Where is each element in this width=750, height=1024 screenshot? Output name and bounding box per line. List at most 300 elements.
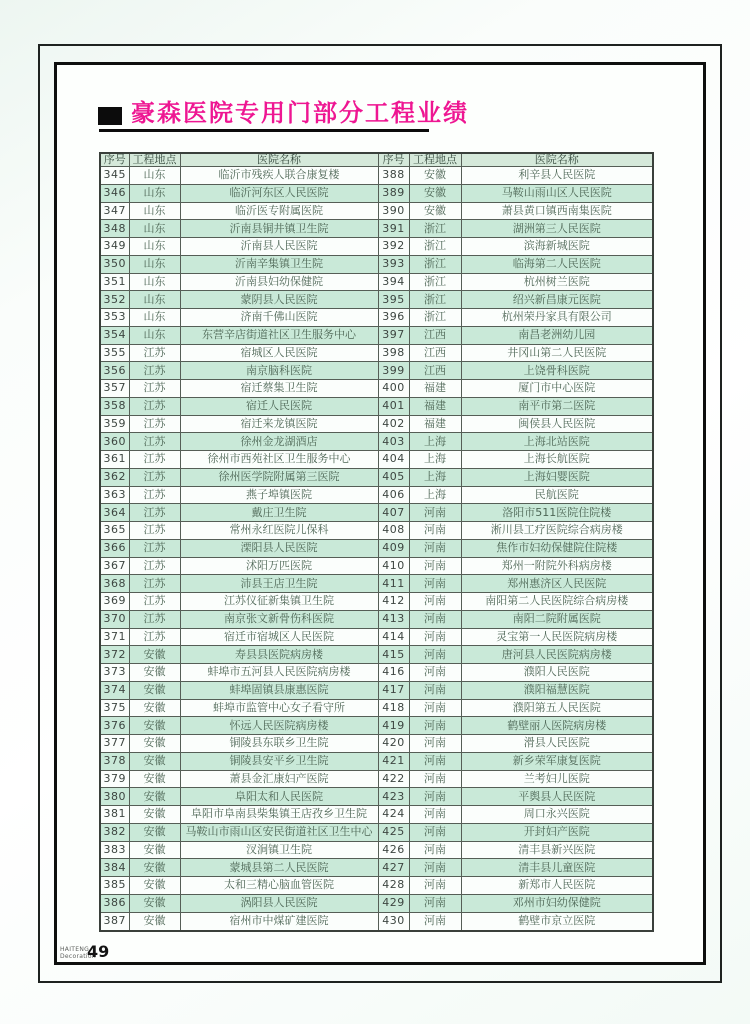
table-row	[100, 681, 653, 699]
serial-cell: 400	[378, 380, 409, 398]
serial-cell: 384	[100, 859, 129, 877]
hospital-cell: 清丰县新兴医院	[461, 841, 653, 859]
serial-cell: 380	[100, 788, 129, 806]
table-row	[100, 344, 653, 362]
table-row	[100, 451, 653, 469]
serial-cell: 354	[100, 326, 129, 344]
hospital-cell: 燕子埠镇医院	[180, 486, 378, 504]
serial-cell: 405	[378, 468, 409, 486]
hospital-cell: 开封妇产医院	[461, 823, 653, 841]
page-title: 豪森医院专用门部分工程业绩	[131, 99, 469, 127]
hospital-cell: 南京脑科医院	[180, 362, 378, 380]
hospital-cell: 沂南县妇幼保健院	[180, 273, 378, 291]
hospital-cell: 蒙阴县人民医院	[180, 291, 378, 309]
serial-cell: 428	[378, 877, 409, 895]
hospital-cell: 上海妇婴医院	[461, 468, 653, 486]
project-performance-table	[99, 152, 654, 932]
location-cell: 安徽	[409, 167, 461, 185]
serial-cell: 406	[378, 486, 409, 504]
hospital-cell: 滨海新城医院	[461, 238, 653, 256]
location-cell: 安徽	[129, 788, 180, 806]
serial-cell: 429	[378, 894, 409, 912]
serial-cell: 407	[378, 504, 409, 522]
hospital-cell: 临海第二人民医院	[461, 255, 653, 273]
location-cell: 安徽	[409, 202, 461, 220]
table-row	[100, 273, 653, 291]
location-cell: 江苏	[129, 451, 180, 469]
hospital-cell: 濮阳人民医院	[461, 664, 653, 682]
hospital-cell: 萧县金汇康妇产医院	[180, 770, 378, 788]
table-row	[100, 646, 653, 664]
serial-cell: 345	[100, 167, 129, 185]
hospital-cell: 新乡荣军康复医院	[461, 752, 653, 770]
hospital-cell: 新郑市人民医院	[461, 877, 653, 895]
location-cell: 山东	[129, 309, 180, 327]
serial-cell: 392	[378, 238, 409, 256]
location-cell: 江苏	[129, 557, 180, 575]
serial-cell: 408	[378, 522, 409, 540]
location-cell: 河南	[409, 717, 461, 735]
location-cell: 山东	[129, 255, 180, 273]
table-row	[100, 184, 653, 202]
location-cell: 安徽	[129, 770, 180, 788]
table-row	[100, 628, 653, 646]
location-cell: 江西	[409, 344, 461, 362]
table-row	[100, 752, 653, 770]
location-cell: 浙江	[409, 238, 461, 256]
table-row	[100, 255, 653, 273]
hospital-cell: 临沂医专附属医院	[180, 202, 378, 220]
serial-cell: 371	[100, 628, 129, 646]
table-row	[100, 522, 653, 540]
serial-cell: 350	[100, 255, 129, 273]
serial-cell: 422	[378, 770, 409, 788]
location-cell: 河南	[409, 504, 461, 522]
location-cell: 山东	[129, 326, 180, 344]
serial-cell: 363	[100, 486, 129, 504]
location-cell: 山东	[129, 238, 180, 256]
hospital-cell: 滑县人民医院	[461, 735, 653, 753]
table-row	[100, 877, 653, 895]
location-cell: 江西	[409, 326, 461, 344]
location-cell: 安徽	[129, 681, 180, 699]
hospital-cell: 厦门市中心医院	[461, 380, 653, 398]
serial-cell: 370	[100, 610, 129, 628]
serial-cell: 375	[100, 699, 129, 717]
location-cell: 河南	[409, 575, 461, 593]
serial-cell: 356	[100, 362, 129, 380]
serial-cell: 372	[100, 646, 129, 664]
hospital-cell: 宿迁来龙镇医院	[180, 415, 378, 433]
table-row	[100, 309, 653, 327]
serial-cell: 377	[100, 735, 129, 753]
serial-cell: 414	[378, 628, 409, 646]
location-cell: 江苏	[129, 415, 180, 433]
hospital-cell: 南平市第二医院	[461, 397, 653, 415]
table-row	[100, 167, 653, 185]
table-row	[100, 504, 653, 522]
location-cell: 河南	[409, 681, 461, 699]
location-cell: 浙江	[409, 309, 461, 327]
table-row	[100, 202, 653, 220]
location-cell: 浙江	[409, 291, 461, 309]
table-row	[100, 380, 653, 398]
location-cell: 安徽	[129, 717, 180, 735]
serial-cell: 364	[100, 504, 129, 522]
hospital-cell: 灵宝第一人民医院病房楼	[461, 628, 653, 646]
table-row	[100, 397, 653, 415]
serial-cell: 410	[378, 557, 409, 575]
hospital-cell: 杭州树兰医院	[461, 273, 653, 291]
hospital-cell: 蒙城县第二人民医院	[180, 859, 378, 877]
table-row	[100, 735, 653, 753]
location-cell: 福建	[409, 397, 461, 415]
location-cell: 山东	[129, 220, 180, 238]
hospital-cell: 鹤壁市京立医院	[461, 912, 653, 931]
serial-cell: 381	[100, 806, 129, 824]
hospital-cell: 南阳第二人民医院综合病房楼	[461, 593, 653, 611]
title-bullet-square	[98, 107, 122, 125]
hospital-cell: 井冈山第二人民医院	[461, 344, 653, 362]
hospital-cell: 蚌埠市五河县人民医院病房楼	[180, 664, 378, 682]
serial-cell: 425	[378, 823, 409, 841]
hospital-cell: 上饶骨科医院	[461, 362, 653, 380]
title-underline	[99, 129, 429, 132]
location-cell: 河南	[409, 788, 461, 806]
hospital-cell: 沂南县铜井镇卫生院	[180, 220, 378, 238]
serial-cell: 413	[378, 610, 409, 628]
table-row	[100, 859, 653, 877]
serial-cell: 379	[100, 770, 129, 788]
location-cell: 河南	[409, 610, 461, 628]
hospital-cell: 洛阳市511医院住院楼	[461, 504, 653, 522]
location-cell: 河南	[409, 522, 461, 540]
serial-cell: 399	[378, 362, 409, 380]
hospital-cell: 蚌埠固镇县康惠医院	[180, 681, 378, 699]
table-row	[100, 610, 653, 628]
location-cell: 安徽	[129, 735, 180, 753]
location-cell: 江苏	[129, 397, 180, 415]
serial-cell: 355	[100, 344, 129, 362]
hospital-cell: 南京张文新骨伤科医院	[180, 610, 378, 628]
table-body	[100, 167, 653, 932]
table-row	[100, 788, 653, 806]
table-row	[100, 841, 653, 859]
hospital-cell: 兰考妇儿医院	[461, 770, 653, 788]
hospital-cell: 鹤壁丽人医院病房楼	[461, 717, 653, 735]
serial-cell: 352	[100, 291, 129, 309]
location-cell: 河南	[409, 752, 461, 770]
location-cell: 山东	[129, 184, 180, 202]
hospital-cell: 徐州医学院附属第三医院	[180, 468, 378, 486]
location-cell: 江西	[409, 362, 461, 380]
location-cell: 河南	[409, 823, 461, 841]
hospital-cell: 杭州荣丹家具有限公司	[461, 309, 653, 327]
location-cell: 河南	[409, 699, 461, 717]
hospital-cell: 溧阳县人民医院	[180, 539, 378, 557]
serial-cell: 347	[100, 202, 129, 220]
location-cell: 安徽	[129, 894, 180, 912]
hospital-cell: 淅川县工疗医院综合病房楼	[461, 522, 653, 540]
location-cell: 河南	[409, 859, 461, 877]
location-cell: 江苏	[129, 575, 180, 593]
page-number: 49	[87, 942, 110, 961]
header-location-left: 工程地点	[129, 153, 180, 167]
location-cell: 福建	[409, 415, 461, 433]
hospital-cell: 沭阳万匹医院	[180, 557, 378, 575]
hospital-cell: 邓州市妇幼保健院	[461, 894, 653, 912]
serial-cell: 357	[100, 380, 129, 398]
location-cell: 福建	[409, 380, 461, 398]
table-row	[100, 326, 653, 344]
serial-cell: 404	[378, 451, 409, 469]
serial-cell: 418	[378, 699, 409, 717]
serial-cell: 346	[100, 184, 129, 202]
hospital-cell: 上海北站医院	[461, 433, 653, 451]
serial-cell: 426	[378, 841, 409, 859]
hospital-cell: 临沂市残疾人联合康复楼	[180, 167, 378, 185]
hospital-cell: 临沂河东区人民医院	[180, 184, 378, 202]
serial-cell: 368	[100, 575, 129, 593]
table-row	[100, 486, 653, 504]
serial-cell: 382	[100, 823, 129, 841]
location-cell: 河南	[409, 877, 461, 895]
hospital-cell: 闽侯县人民医院	[461, 415, 653, 433]
hospital-cell: 寿县县医院病房楼	[180, 646, 378, 664]
location-cell: 安徽	[129, 664, 180, 682]
header-hospital-right: 医院名称	[461, 153, 653, 167]
hospital-cell: 戴庄卫生院	[180, 504, 378, 522]
serial-cell: 423	[378, 788, 409, 806]
table-row	[100, 823, 653, 841]
location-cell: 上海	[409, 468, 461, 486]
serial-cell: 360	[100, 433, 129, 451]
location-cell: 河南	[409, 806, 461, 824]
header-row	[100, 153, 653, 167]
serial-cell: 373	[100, 664, 129, 682]
serial-cell: 397	[378, 326, 409, 344]
location-cell: 安徽	[409, 184, 461, 202]
serial-cell: 427	[378, 859, 409, 877]
hospital-cell: 宿迁蔡集卫生院	[180, 380, 378, 398]
table-row	[100, 717, 653, 735]
table-row	[100, 894, 653, 912]
table-row	[100, 593, 653, 611]
hospital-cell: 宿迁人民医院	[180, 397, 378, 415]
table-row	[100, 468, 653, 486]
header-serial-right: 序号	[378, 153, 409, 167]
location-cell: 河南	[409, 664, 461, 682]
serial-cell: 421	[378, 752, 409, 770]
hospital-cell: 铜陵县安平乡卫生院	[180, 752, 378, 770]
serial-cell: 376	[100, 717, 129, 735]
table-row	[100, 770, 653, 788]
hospital-cell: 唐河县人民医院病房楼	[461, 646, 653, 664]
serial-cell: 391	[378, 220, 409, 238]
table-row	[100, 291, 653, 309]
hospital-cell: 沂南辛集镇卫生院	[180, 255, 378, 273]
location-cell: 山东	[129, 202, 180, 220]
serial-cell: 374	[100, 681, 129, 699]
serial-cell: 385	[100, 877, 129, 895]
hospital-cell: 南阳二院附属医院	[461, 610, 653, 628]
location-cell: 浙江	[409, 255, 461, 273]
serial-cell: 361	[100, 451, 129, 469]
location-cell: 山东	[129, 167, 180, 185]
location-cell: 山东	[129, 273, 180, 291]
hospital-cell: 常州永红医院儿保科	[180, 522, 378, 540]
hospital-cell: 阜阳太和人民医院	[180, 788, 378, 806]
serial-cell: 394	[378, 273, 409, 291]
hospital-cell: 汊涧镇卫生院	[180, 841, 378, 859]
table-row	[100, 415, 653, 433]
location-cell: 安徽	[129, 912, 180, 931]
table-row	[100, 362, 653, 380]
hospital-cell: 民航医院	[461, 486, 653, 504]
location-cell: 河南	[409, 770, 461, 788]
hospital-cell: 利辛县人民医院	[461, 167, 653, 185]
location-cell: 河南	[409, 539, 461, 557]
serial-cell: 353	[100, 309, 129, 327]
hospital-cell: 郑州一附院外科病房楼	[461, 557, 653, 575]
hospital-cell: 南昌老洲幼儿园	[461, 326, 653, 344]
serial-cell: 396	[378, 309, 409, 327]
serial-cell: 349	[100, 238, 129, 256]
location-cell: 江苏	[129, 468, 180, 486]
logo-line1: HAITENG	[60, 946, 90, 953]
table-header	[100, 153, 653, 167]
serial-cell: 348	[100, 220, 129, 238]
hospital-cell: 马鞍山雨山区人民医院	[461, 184, 653, 202]
serial-cell: 417	[378, 681, 409, 699]
hospital-cell: 济南千佛山医院	[180, 309, 378, 327]
location-cell: 江苏	[129, 628, 180, 646]
serial-cell: 393	[378, 255, 409, 273]
hospital-cell: 徐州市西苑社区卫生服务中心	[180, 451, 378, 469]
serial-cell: 401	[378, 397, 409, 415]
location-cell: 上海	[409, 486, 461, 504]
serial-cell: 386	[100, 894, 129, 912]
location-cell: 安徽	[129, 699, 180, 717]
hospital-cell: 平舆县人民医院	[461, 788, 653, 806]
location-cell: 上海	[409, 451, 461, 469]
table-row	[100, 557, 653, 575]
location-cell: 河南	[409, 735, 461, 753]
location-cell: 安徽	[129, 859, 180, 877]
serial-cell: 395	[378, 291, 409, 309]
location-cell: 江苏	[129, 486, 180, 504]
header-serial-left: 序号	[100, 153, 129, 167]
location-cell: 安徽	[129, 841, 180, 859]
hospital-cell: 怀远人民医院病房楼	[180, 717, 378, 735]
table-row	[100, 575, 653, 593]
serial-cell: 389	[378, 184, 409, 202]
hospital-cell: 濮阳福慧医院	[461, 681, 653, 699]
serial-cell: 402	[378, 415, 409, 433]
hospital-cell: 宿城区人民医院	[180, 344, 378, 362]
table-row	[100, 238, 653, 256]
hospital-cell: 蚌埠市监管中心女子看守所	[180, 699, 378, 717]
table-row	[100, 220, 653, 238]
serial-cell: 383	[100, 841, 129, 859]
location-cell: 安徽	[129, 806, 180, 824]
hospital-cell: 绍兴新昌康元医院	[461, 291, 653, 309]
hospital-cell: 沂南县人民医院	[180, 238, 378, 256]
hospital-cell: 周口永兴医院	[461, 806, 653, 824]
serial-cell: 403	[378, 433, 409, 451]
serial-cell: 411	[378, 575, 409, 593]
hospital-cell: 宿迁市宿城区人民医院	[180, 628, 378, 646]
location-cell: 江苏	[129, 539, 180, 557]
location-cell: 山东	[129, 291, 180, 309]
serial-cell: 365	[100, 522, 129, 540]
hospital-cell: 阜阳市阜南县柴集镇王店孜乡卫生院	[180, 806, 378, 824]
location-cell: 河南	[409, 841, 461, 859]
header-location-right: 工程地点	[409, 153, 461, 167]
serial-cell: 398	[378, 344, 409, 362]
hospital-cell: 焦作市妇幼保健院住院楼	[461, 539, 653, 557]
location-cell: 浙江	[409, 273, 461, 291]
location-cell: 江苏	[129, 610, 180, 628]
hospital-cell: 徐州金龙湖酒店	[180, 433, 378, 451]
serial-cell: 351	[100, 273, 129, 291]
hospital-cell: 铜陵县东联乡卫生院	[180, 735, 378, 753]
location-cell: 安徽	[129, 752, 180, 770]
table-row	[100, 806, 653, 824]
location-cell: 江苏	[129, 344, 180, 362]
hospital-cell: 宿州市中煤矿建医院	[180, 912, 378, 931]
serial-cell: 390	[378, 202, 409, 220]
serial-cell: 359	[100, 415, 129, 433]
hospital-cell: 江苏仪征新集镇卫生院	[180, 593, 378, 611]
location-cell: 安徽	[129, 823, 180, 841]
logo-line2: Decoration	[60, 953, 96, 960]
location-cell: 安徽	[129, 877, 180, 895]
hospital-cell: 太和三精心脑血管医院	[180, 877, 378, 895]
hospital-cell: 沛县王店卫生院	[180, 575, 378, 593]
serial-cell: 369	[100, 593, 129, 611]
location-cell: 安徽	[129, 646, 180, 664]
hospital-cell: 涡阳县人民医院	[180, 894, 378, 912]
hospital-cell: 郑州惠济区人民医院	[461, 575, 653, 593]
location-cell: 河南	[409, 593, 461, 611]
serial-cell: 366	[100, 539, 129, 557]
hospital-cell: 马鞍山市雨山区安民街道社区卫生中心	[180, 823, 378, 841]
serial-cell: 412	[378, 593, 409, 611]
location-cell: 河南	[409, 628, 461, 646]
location-cell: 江苏	[129, 522, 180, 540]
serial-cell: 362	[100, 468, 129, 486]
hospital-cell: 清丰县儿童医院	[461, 859, 653, 877]
location-cell: 江苏	[129, 362, 180, 380]
hospital-cell: 萧县黄口镇西南集医院	[461, 202, 653, 220]
hospital-cell: 上海长航医院	[461, 451, 653, 469]
location-cell: 江苏	[129, 593, 180, 611]
serial-cell: 419	[378, 717, 409, 735]
location-cell: 上海	[409, 433, 461, 451]
serial-cell: 387	[100, 912, 129, 931]
serial-cell: 409	[378, 539, 409, 557]
location-cell: 河南	[409, 912, 461, 931]
table-row	[100, 539, 653, 557]
serial-cell: 378	[100, 752, 129, 770]
header-hospital-left: 医院名称	[180, 153, 378, 167]
serial-cell: 420	[378, 735, 409, 753]
location-cell: 河南	[409, 557, 461, 575]
serial-cell: 358	[100, 397, 129, 415]
hospital-cell: 濮阳第五人民医院	[461, 699, 653, 717]
serial-cell: 415	[378, 646, 409, 664]
